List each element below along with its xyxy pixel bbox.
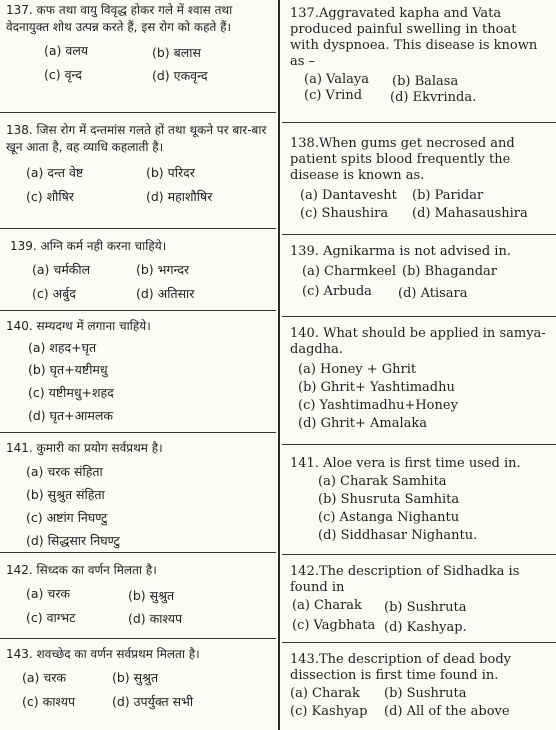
option-c: (c) यष्टीमधु+शहद (28, 385, 114, 400)
option-b: (b) भगन्दर (136, 262, 190, 277)
option-c: (c) शौषिर (26, 189, 74, 204)
question-text: 142. सिध्दक का वर्णन मिलता है। (6, 563, 157, 577)
question-139-hi (0, 238, 276, 310)
question-141-en (282, 456, 556, 558)
question-143-en (282, 652, 556, 728)
english-column (282, 0, 556, 730)
option-d: (d) Atisara (398, 286, 468, 301)
option-c: (c) काश्यप (22, 694, 76, 709)
divider-line (0, 552, 276, 553)
option-d: (d) All of the above (384, 704, 510, 719)
option-a: (a) चरक (26, 586, 71, 601)
option-c: (c) Vrind (304, 88, 363, 103)
question-142-hi (0, 562, 276, 634)
option-c: (c) वाग्भट (26, 610, 76, 625)
question-text: 140. What should be applied in samya-dagdha. (290, 326, 546, 357)
option-a: (a) Dantavesht (300, 188, 397, 203)
option-a: (a) Valaya (304, 72, 369, 87)
option-a: (a) दन्त वेष्ट (26, 165, 84, 180)
option-c: (c) Shaushira (300, 206, 389, 221)
option-c: (c) Vagbhata (292, 618, 376, 633)
option-b: (b) Balasa (392, 74, 459, 89)
question-139-en (282, 244, 556, 312)
column-divider (278, 0, 280, 730)
divider-line (282, 122, 556, 123)
question-141-hi (0, 440, 276, 552)
question-text: 143.The description of dead body dissection is first time found in. (290, 652, 511, 683)
option-b: (b) Bhagandar (402, 264, 498, 279)
option-d: (d) घृत+आमलक (28, 408, 113, 423)
divider-line (0, 638, 276, 639)
option-d: (d) महाशौषिर (146, 189, 213, 204)
question-140-en (282, 326, 556, 446)
divider-line (0, 228, 276, 229)
question-137-en (282, 6, 556, 120)
option-d: (d) Siddhasar Nighantu. (318, 528, 478, 543)
option-c: (c) अर्बुद (32, 286, 76, 301)
question-137-hi (0, 2, 276, 114)
option-a: (a) Charmkeel (302, 264, 397, 279)
option-d: (d) Kashyap. (384, 620, 467, 635)
divider-line (0, 112, 276, 113)
divider-line (282, 316, 556, 317)
question-text: 139. Agnikarma is not advised in. (290, 244, 511, 259)
hindi-column (0, 0, 276, 730)
option-b: (b) परिदर (146, 165, 195, 180)
divider-line (282, 642, 556, 643)
option-b: (b) Paridar (412, 188, 484, 203)
option-d: (d) अतिसार (136, 286, 195, 301)
option-c: (c) Arbuda (302, 284, 372, 299)
option-a: (a) Charak (292, 598, 362, 613)
question-143-hi (0, 646, 276, 726)
option-c: (c) Astanga Nighantu (318, 510, 460, 525)
divider-line (0, 310, 276, 311)
option-a: (a) चरक (22, 670, 67, 685)
divider-line (282, 554, 556, 555)
option-a: (a) शहद+घृत (28, 340, 97, 355)
option-b: (b) सुश्रुत (112, 670, 159, 685)
divider-line (282, 234, 556, 235)
option-d: (d) एकवृन्द (152, 68, 208, 83)
question-text: 141. कुमारी का प्रयोग सर्वप्रथम है। (6, 441, 163, 455)
option-b: (b) Shusruta Samhita (318, 492, 460, 507)
option-a: (a) चरक संहिता (26, 464, 103, 479)
question-142-en (282, 564, 556, 644)
option-d: (d) उपर्युक्त सभी (112, 694, 194, 709)
question-140-hi (0, 318, 276, 430)
option-a: (a) Charak Samhita (318, 474, 447, 489)
divider-line (0, 432, 276, 433)
question-text: 138. जिस रोग में दन्तमांस गलते हों तथा थूकने पर बार-बार खून आता है, वह व्याधि कहलाती है। (6, 123, 267, 154)
option-b: (b) घृत+यष्टीमधु (28, 362, 108, 377)
option-c: (c) अष्टांग निघण्टु (26, 510, 108, 525)
option-c: (c) Yashtimadhu+Honey (298, 398, 458, 413)
option-d: (d) काश्यप (128, 611, 183, 626)
question-text: 141. Aloe vera is first time used in. (290, 456, 521, 471)
option-b: (b) सुश्रुत (128, 588, 175, 603)
option-c: (c) वृन्द (44, 67, 83, 82)
question-text: 143. शवच्छेद का वर्णन सर्वप्रथम मिलता है। (6, 647, 200, 661)
option-b: (b) Sushruta (384, 600, 467, 615)
option-d: (d) सिद्धसार निघण्टु (26, 533, 120, 548)
question-138-en (282, 136, 556, 232)
question-text: 138.When gums get necrosed and patient spits blood frequently the disease is known as. (290, 136, 515, 183)
question-text: 139. अग्नि कर्म नही करना चाहिये। (10, 239, 167, 253)
option-a: (a) चर्मकील (32, 262, 91, 277)
option-c: (c) Kashyap (290, 704, 368, 719)
option-a: (a) Charak (290, 686, 360, 701)
question-text: 137. कफ तथा वायु विवृद्ध होकर गले में श्वास तथा वेदनायुक्त शोथ उत्पन्न करते हैं, इस रोग को कहते हैं। (6, 3, 233, 34)
option-d: (d) Mahasaushira (412, 206, 528, 221)
divider-line (282, 444, 556, 445)
option-b: (b) बलास (152, 45, 201, 60)
option-d: (d) Ghrit+ Amalaka (298, 416, 427, 431)
question-text: 137.Aggravated kapha and Vata produced painful swelling in thoat with dyspnoea. This disease is known as – (290, 6, 538, 69)
question-text: 142.The description of Sidhadka is found in (290, 564, 520, 595)
option-d: (d) Ekvrinda. (390, 90, 477, 105)
option-b: (b) Ghrit+ Yashtimadhu (298, 380, 455, 395)
question-text: 140. सम्यदग्ध में लगाना चाहिये। (6, 319, 151, 333)
option-a: (a) Honey + Ghrit (298, 362, 417, 377)
option-b: (b) सुश्रुत संहिता (26, 487, 105, 502)
option-a: (a) वलय (44, 43, 89, 58)
option-b: (b) Sushruta (384, 686, 467, 701)
question-138-hi (0, 122, 276, 234)
